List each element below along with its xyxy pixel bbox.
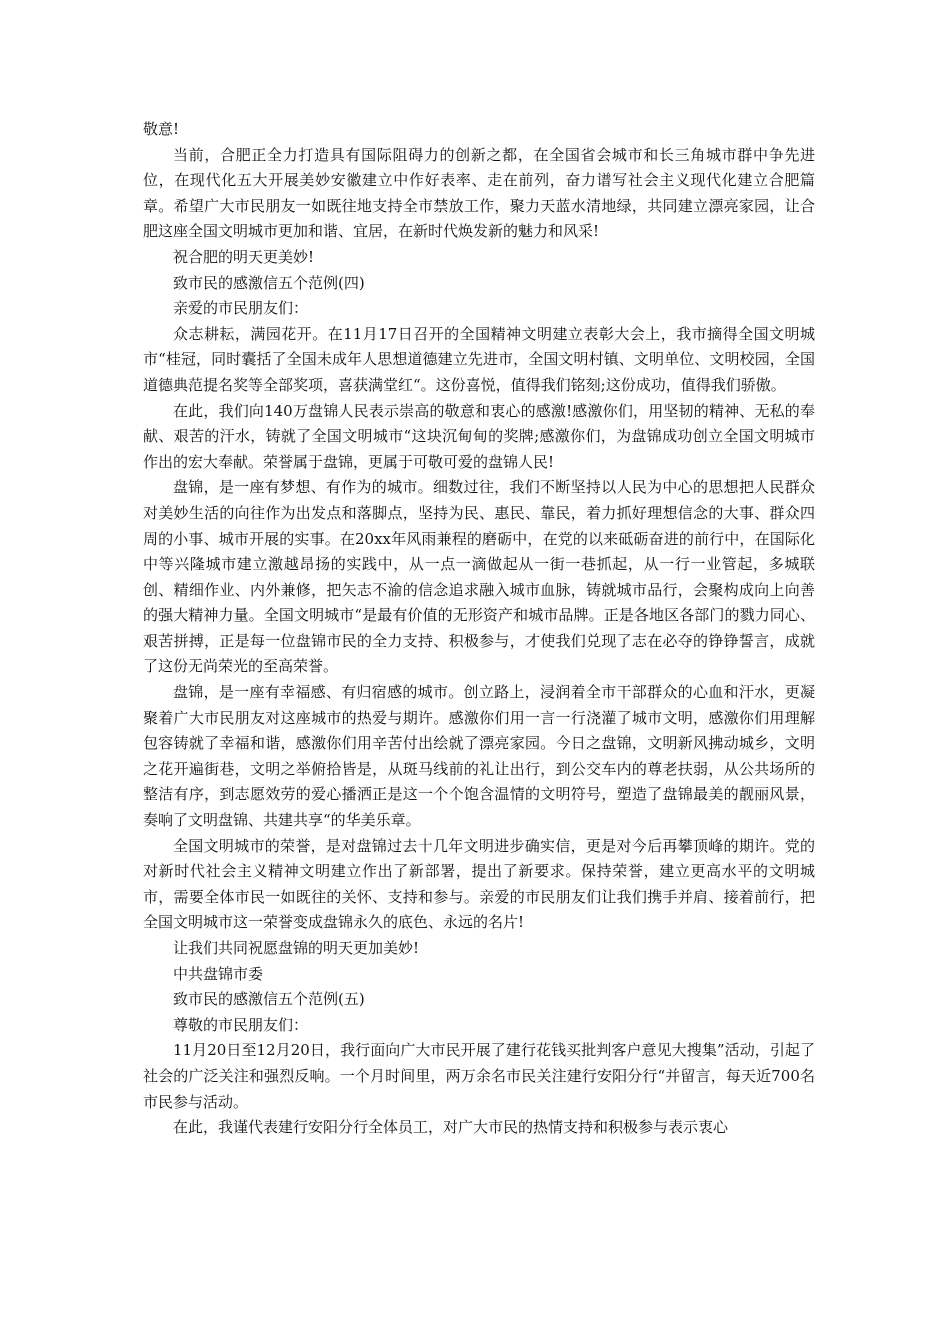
signature: 中共盘锦市委 xyxy=(173,964,264,983)
paragraph: 盘锦，是一座有梦想、有作为的城市。细数过往，我们不断坚持以人民为中心的思想把人民群众对美妙生活的向往作为出发点和落脚点，坚持为民、惠民、靠民，着力抓好理想信念的大事、群众四周的小事、城市开展的实事。在20xx年风雨兼程的磨砺中，在党的以来砥砺奋进的前行中，在国际化中等兴隆城市建立激越昂扬的实践中，从一点一滴做起从一街一巷抓起，从一行一业管起，多城联创、精细作业、内外兼修，把矢志不渝的信念追求融入城市血脉，铸就城市品行，会聚构成向上向善的强大精神力量。全国文明城市“是最有价值的无形资产和城市品牌。正是各地区各部门的戮力同心、艰苦拼搏，正是每一位盘锦市民的全力支持、积极参与，才使我们兑现了志在必夺的铮铮誓言，成就了这份无尚荣光的至高荣誉。 xyxy=(143,478,815,676)
paragraph: 盘锦，是一座有幸福感、有归宿感的城市。创立路上，浸润着全市干部群众的心血和汗水，更凝聚着广大市民朋友对这座城市的热爱与期许。感激你们用一言一行浇灌了城市文明，感激你们用理解包容铸就了幸福和谐，感激你们用辛苦付出绘就了漂亮家园。今日之盘锦，文明新风拂动城乡，文明之花开遍街巷，文明之举俯拾皆是，从斑马线前的礼让出行，到公交车内的尊老扶弱，从公共场所的整洁有序，到志愿效劳的爱心播洒正是这一个个饱含温情的文明符号，塑造了盘锦最美的靓丽风景，奏响了文明盘锦、共建共享“的华美乐章。 xyxy=(143,683,815,830)
paragraph: 敬意! xyxy=(143,120,180,138)
paragraph: 全国文明城市的荣誉，是对盘锦过去十几年文明进步确实信，更是对今后再攀顶峰的期许。党的对新时代社会主义精神文明建立作出了新部署，提出了新要求。保持荣誉，建立更高水平的文明城市，需要全体市民一如既往的关怀、支持和参与。亲爱的市民朋友们让我们携手并肩、接着前行，把全国文明城市这一荣誉变成盘锦永久的底色、永远的名片! xyxy=(143,836,815,932)
paragraph: 在此，我谨代表建行安阳分行全体员工，对广大市民的热情支持和积极参与表示衷心 xyxy=(173,1118,729,1137)
section-heading: 致市民的感激信五个范例(四) xyxy=(173,273,365,292)
salutation: 尊敬的市民朋友们： xyxy=(173,1015,309,1034)
paragraph: 11月20日至12月20日，我行面向广大市民开展了建行花钱买批判客户意见大搜集”活动，引起了社会的广泛关注和强烈反响。一个月时间里，两万余名市民关注建行安阳分行“并留言，每天近700名市民参与活动。 xyxy=(143,1041,815,1111)
salutation: 亲爱的市民朋友们： xyxy=(173,299,309,318)
section-heading: 致市民的感激信五个范例(五) xyxy=(173,990,365,1009)
paragraph: 在此，我们向140万盘锦人民表示崇高的敬意和衷心的感激!感激你们，用坚韧的精神、无私的奉献、艰苦的汗水，铸就了全国文明城市“这块沉甸甸的奖牌;感激你们，为盘锦成功创立全国文明城市作出的宏大奉献。荣誉属于盘锦，更属于可敬可爱的盘锦人民! xyxy=(143,401,815,471)
paragraph: 众志耕耘，满园花开。在11月17日召开的全国精神文明建立表彰大会上，我市摘得全国文明城市“桂冠，同时囊括了全国未成年人思想道德建立先进市，全国文明村镇、文明单位、文明校园，全国道德典范提名奖等全部奖项，喜获满堂红“。这份喜悦，值得我们铭刻;这份成功，值得我们骄傲。 xyxy=(143,324,815,394)
paragraph: 祝合肥的明天更美妙! xyxy=(173,247,315,266)
document-body xyxy=(143,117,815,1141)
paragraph: 当前，合肥正全力打造具有国际阻碍力的创新之都，在全国省会城市和长三角城市群中争先进位，在现代化五大开展美妙安徽建立中作好表率、走在前列，奋力谱写社会主义现代化建立合肥篇章。希望广大市民朋友一如既往地支持全市禁放工作，聚力天蓝水清地绿，共同建立漂亮家园，让合肥这座全国文明城市更加和谐、宜居，在新时代焕发新的魅力和风采! xyxy=(143,145,815,241)
paragraph: 让我们共同祝愿盘锦的明天更加美妙! xyxy=(173,939,420,957)
